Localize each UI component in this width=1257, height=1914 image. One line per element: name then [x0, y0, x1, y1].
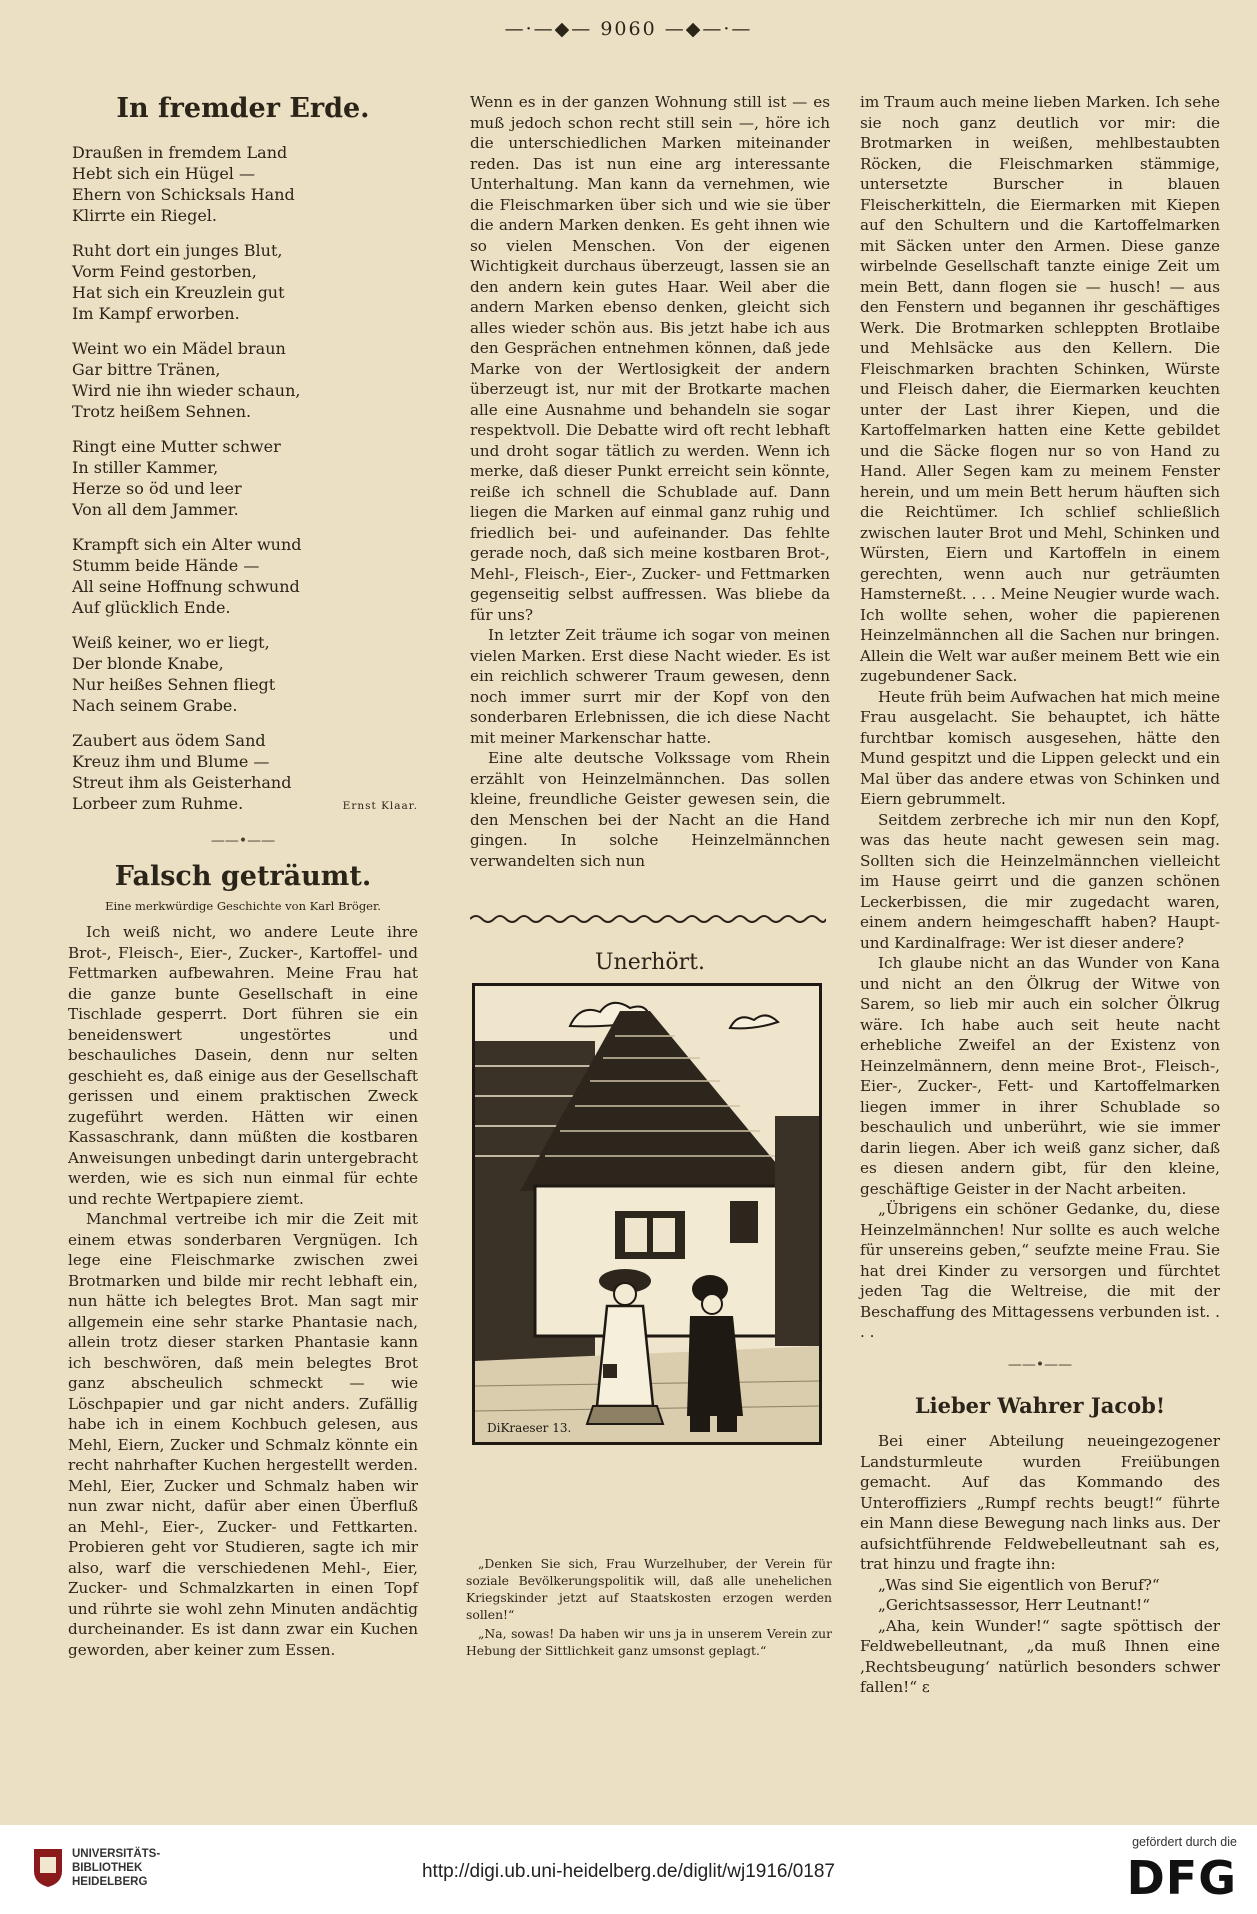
paragraph: „Gerichtsassessor, Herr Leutnant!“	[878, 1596, 1151, 1614]
poem-line: Hebt sich ein Hügel —	[72, 164, 256, 183]
column-left	[68, 92, 418, 1660]
ornament-divider: ——•——	[1007, 1356, 1073, 1373]
poem-author: Ernst Klaar.	[342, 800, 418, 812]
page-number: —·—◆— 9060 —◆—·—	[504, 18, 753, 40]
column-right	[860, 92, 1220, 1698]
funding-label: gefördert durch die	[1132, 1835, 1237, 1849]
poem-line: All seine Hoffnung schwund	[72, 577, 300, 596]
cartoon-caption	[466, 1555, 832, 1661]
poem-line: Streut ihm als Geisterhand	[72, 773, 292, 792]
column-middle	[470, 92, 830, 871]
story-text-col3	[860, 92, 1220, 1343]
artist-signature: DiKraeser 13.	[487, 1421, 572, 1435]
poem-line: Nur heißes Sehnen fliegt	[72, 675, 276, 694]
paragraph: Wenn es in der ganzen Wohnung still ist — es muß jedoch schon recht still sein —, höre ich die unterschiedlichen Marken miteinander reden. Das ist nun eine arg interessante Unterhaltung. Man kann da vernehmen, wie die Fleischmarken über sich und wie sie über die andern Marken denken. Es geht ihnen wie so vielen Menschen. Von der eigenen Wichtigkeit durchaus überzeugt, lassen sie an den andern kein gutes Haar. Weil aber die andern Marken ebenso denken, gleicht sich alles wieder schön aus. Bis jetzt habe ich aus den Gesprächen entnehmen können, daß jede Marke von der Wertlosigkeit der andern überzeugt ist, nur mit der Brotkarte machen alle eine Ausnahme und behandeln sie sogar respektvoll. Die Debatte wird oft recht lebhaft und droht sogar tätlich zu werden. Wenn ich merke, daß dieser Punkt erreicht sein könnte, reiße ich schnell die Schublade auf. Dann liegen die Marken auf einmal ganz ruhig und friedlich bei- und aufeinander. Das fehlte gerade noch, daß sich meine kostbaren Brot-, Mehl-, Fleisch-, Eier-, Zucker- und Fettmarken gegenseitig selbst auffressen. Was bliebe da für uns?	[470, 93, 830, 624]
story-title: Falsch geträumt.	[114, 860, 372, 892]
poem-line: Ruht dort ein junges Blut,	[72, 241, 283, 260]
poem-line: In stiller Kammer,	[72, 458, 219, 477]
poem-stanza	[68, 534, 418, 618]
paragraph: Manchmal vertreibe ich mir die Zeit mit einem etwas sonderbaren Vergnügen. Ich lege eine Fleischmarke zwischen zwei Brotmarken und bilde mir recht lebhaft ein, nun hätte ich belegtes Brot. Man sagt mir allgemein eine sehr starke Phantasie nach, allein trotz dieser starken Phantasie kann ich beschwören, daß mein belegtes Brot ganz abscheulich schmeckt — wie Löschpapier und gar nicht anders. Zufällig habe ich in einem Kochbuch gelesen, aus Mehl, Eiern, Zucker und Schmalz könnte ein recht nahrhafter Kuchen hergestellt werden. Mehl, Eier, Zucker und Schmalz haben wir nun zwar nicht, dafür aber einen Überfluß an Mehl-, Eier-, Zucker- und Fettkarten. Probieren geht vor Studieren, sagte ich mir also, warf die verschiedenen Mehl-, Eier, Zucker- und Schmalzkarten in einen Topf und rührte sie wohl zehn Minuten andächtig durcheinander. Es ist dann zwar ein Kuchen geworden, aber keiner zum Essen.	[68, 1210, 418, 1659]
paragraph: In letzter Zeit träume ich sogar von meinen vielen Marken. Erst diese Nacht wieder. Es ist ein reichlich schwerer Traum gewesen, denn noch immer surrt mir der Kopf von den sonderbaren Erlebnissen, die ich diese Nacht mit meiner Markenschar hatte.	[470, 626, 830, 747]
cartoon-drawing	[475, 986, 819, 1442]
paragraph: „Aha, kein Wunder!“ sagte spöttisch der Feldwebelleutnant, „da muß Ihnen eine ‚Rechtsbeugung‘ natürlich besonders schwer fallen!“ ε	[860, 1616, 1220, 1696]
story-text-col2	[470, 92, 830, 871]
poem-last-stanza	[68, 730, 418, 817]
library-line: HEIDELBERG	[72, 1876, 148, 1888]
poem-line: Wird nie ihn wieder schaun,	[72, 381, 301, 400]
anecdote-title: Lieber Wahrer Jacob!	[914, 1393, 1166, 1418]
poem-title: In fremder Erde.	[116, 93, 370, 124]
poem-line: Ringt eine Mutter schwer	[72, 437, 281, 456]
poem-line: Gar bittre Tränen,	[72, 360, 221, 379]
paragraph: im Traum auch meine lieben Marken. Ich sehe sie noch ganz deutlich vor mir: die Brotmarken in weißen, mehlbestaubten Röcken, die Fleischmarken stämmige, untersetzte Burscher in blauen Fleischerkitteln, die Eiermarken mit Kiepen auf den Schultern und die Kartoffelmarken mit Säcken unter den Armen. Diese ganze wirbelnde Gesellschaft tanzte einige Zeit um mein Bett, dann flogen sie — husch! — aus den Fenstern und begannen ihr geschäftiges Werk. Die Brotmarken schleppten Brotlaibe und Mehlsäcke aus den Kellern. Die Fleischmarken brachten Schinken, Würste und Fleisch daher, die Eiermarken keuchten unter der Last ihrer Kiepen, und die Kartoffelmarken hatten eine Kette gebildet und die Säcke flogen nur so von Hand zu Hand. Aller Segen kam zu meinem Fenster herein, und um mein Bett herum häuften sich die Reichtümer. Ich schlief schließlich zwischen lauter Brot und Mehl, Schinken und Würsten, Eiern und Kartoffeln in einem gerechten, wenn auch nur geträumten Hamsterneßt. . . . Meine Neugier wurde wach. Ich wollte sehen, woher die papierenen Heinzelmännchen all die Sachen nur bringen. Allein die Welt war außer meinem Bett wie ein zugebundener Sack.	[860, 93, 1220, 685]
poem-line: Vorm Feind gestorben,	[72, 262, 257, 281]
poem-line: Herze so öd und leer	[72, 479, 242, 498]
poem-line: Nach seinem Grabe.	[72, 696, 238, 715]
story-text-col1	[68, 922, 418, 1660]
ornament-divider: ——•——	[210, 833, 276, 849]
poem-stanza	[68, 240, 418, 324]
dfg-logo: DFG	[1126, 1851, 1237, 1905]
poem-line: Der blonde Knabe,	[72, 654, 224, 673]
caption-paragraph: „Na, sowas! Da haben wir uns ja in unserem Verein zur Hebung der Sittlichkeit ganz umsonst geplagt.“	[466, 1626, 832, 1658]
paragraph: Bei einer Abteilung neueingezogener Landsturmleute wurden Freiübungen gemacht. Auf das Kommando des Unteroffiziers „Rumpf rechts beugt!“ führte ein Mann diese Bewegung nach links aus. Der aufsichtführende Feldwebelleutnant sah es, trat hinzu und fragte ihn:	[860, 1432, 1220, 1573]
poem-body	[68, 142, 418, 716]
poem-line: Auf glücklich Ende.	[72, 598, 231, 617]
paragraph: Ich weiß nicht, wo andere Leute ihre Brot-, Fleisch-, Eier-, Zucker-, Kartoffel- und Fettmarken aufbewahren. Meine Frau hat die ganze bunte Gesellschaft in eine Tischlade gesperrt. Dort führen sie ein beneidenswert ungestörtes und beschauliches Dasein, denn nur selten geschieht es, daß einige aus der Gesellschaft gerissen und einem praktischen Zweck zugeführt werden. Hätten wir einen Kassaschrank, dann müßten die kostbaren Anweisungen unbedingt darin untergebracht werden, wie es sich nun einmal für echte und rechte Wertpapiere ziemt.	[68, 923, 418, 1208]
library-line: UNIVERSITÄTS-	[72, 1848, 161, 1860]
poem-line: Stumm beide Hände —	[72, 556, 260, 575]
poem-stanza	[68, 142, 418, 226]
poem-line: Weiß keiner, wo er liegt,	[72, 633, 270, 652]
paragraph: Ich glaube nicht an das Wunder von Kana und nicht an den Ölkrug der Witwe von Sarem, so lieb mir auch ein solcher Ölkrug wäre. Ich habe auch seit heute nacht erhebliche Zweifel an der Existenz von Heinzelmännern, denn meine Brot-, Fleisch-, Eier-, Zucker-, Fett- und Kartoffelmarken liegen immer in ihrer Schublade so beschaulich und unberührt, wie sie immer darin liegen. Aber ich weiß ganz sicher, daß es diesen andern gibt, für den kleine, geschäftige Geister in der Nacht arbeiten.	[860, 954, 1220, 1198]
cartoon-illustration	[472, 983, 822, 1445]
story-subtitle: Eine merkwürdige Geschichte von Karl Bröger.	[105, 898, 381, 913]
paragraph: Heute früh beim Aufwachen hat mich meine Frau ausgelacht. Sie behauptet, ich hätte furchtbar komisch ausgesehen, hätte den Mund gespitzt und die Lippen geleckt und ein Mal über das andere etwas von Schinken und Eiern gebrummelt.	[860, 687, 1220, 808]
library-line: BIBLIOTHEK	[72, 1862, 143, 1874]
poem-line: Ehern von Schicksals Hand	[72, 185, 295, 204]
poem-line: Klirrte ein Riegel.	[72, 206, 217, 225]
footer-bar	[0, 1825, 1257, 1914]
poem-line: Krampft sich ein Alter wund	[72, 535, 302, 554]
poem-line: Weint wo ein Mädel braun	[72, 339, 286, 358]
poem-stanza	[68, 436, 418, 520]
paragraph: Eine alte deutsche Volkssage vom Rhein erzählt von Heinzelmännchen. Das sollen kleine, freundliche Geister gewesen sein, die den Menschen bei der Nacht an die Hand gingen. In solche Heinzelmännchen verwandelten sich nun	[470, 749, 830, 870]
source-url-link[interactable]: http://digi.ub.uni-heidelberg.de/diglit/wj1916/0187	[421, 1861, 836, 1882]
poem-line: Lorbeer zum Ruhme.	[72, 794, 244, 813]
poem-line: Kreuz ihm und Blume —	[72, 752, 270, 771]
wavy-divider	[470, 912, 826, 926]
paragraph: Seitdem zerbreche ich mir nun den Kopf, was das heute nacht gewesen sein mag. Sollten sich die Heinzelmännchen vielleicht im Hause geirrt und die ganzen schönen Leckerbissen, die mir zugedacht waren, einem andern heimgeschafft haben? Haupt- und Kardinalfrage: Wer ist dieser andere?	[860, 810, 1220, 952]
paragraph: „Was sind Sie eigentlich von Beruf?“	[878, 1575, 1160, 1594]
page-number-text: 9060	[600, 18, 657, 40]
anecdote-body	[860, 1431, 1220, 1698]
poem-line: Trotz heißem Sehnen.	[72, 402, 252, 421]
cartoon-title: Unerhört.	[594, 950, 705, 975]
paragraph: „Übrigens ein schöner Gedanke, du, diese Heinzelmännchen! Nur sollte es auch welche für unsereins geben,“ seufzte meine Frau. Sie hat drei Kinder zu versorgen und fürchtet jeden Tag die Weltreise, die mit der Beschaffung des Mittagessens verbunden ist. . . .	[860, 1200, 1220, 1341]
poem-line: Hat sich ein Kreuzlein gut	[72, 283, 285, 302]
poem-stanza	[68, 338, 418, 422]
poem-line: Von all dem Jammer.	[72, 500, 239, 519]
poem-line: Zaubert aus ödem Sand	[72, 731, 266, 750]
caption-paragraph: „Denken Sie sich, Frau Wurzelhuber, der Verein für soziale Bevölkerungspolitik will, daß alle unehelichen Kriegskinder jetzt auf Staatskosten erzogen werden sollen!“	[466, 1556, 832, 1622]
poem-line: Im Kampf erworben.	[72, 304, 240, 323]
poem-line: Draußen in fremdem Land	[72, 143, 288, 162]
poem-stanza	[68, 632, 418, 716]
